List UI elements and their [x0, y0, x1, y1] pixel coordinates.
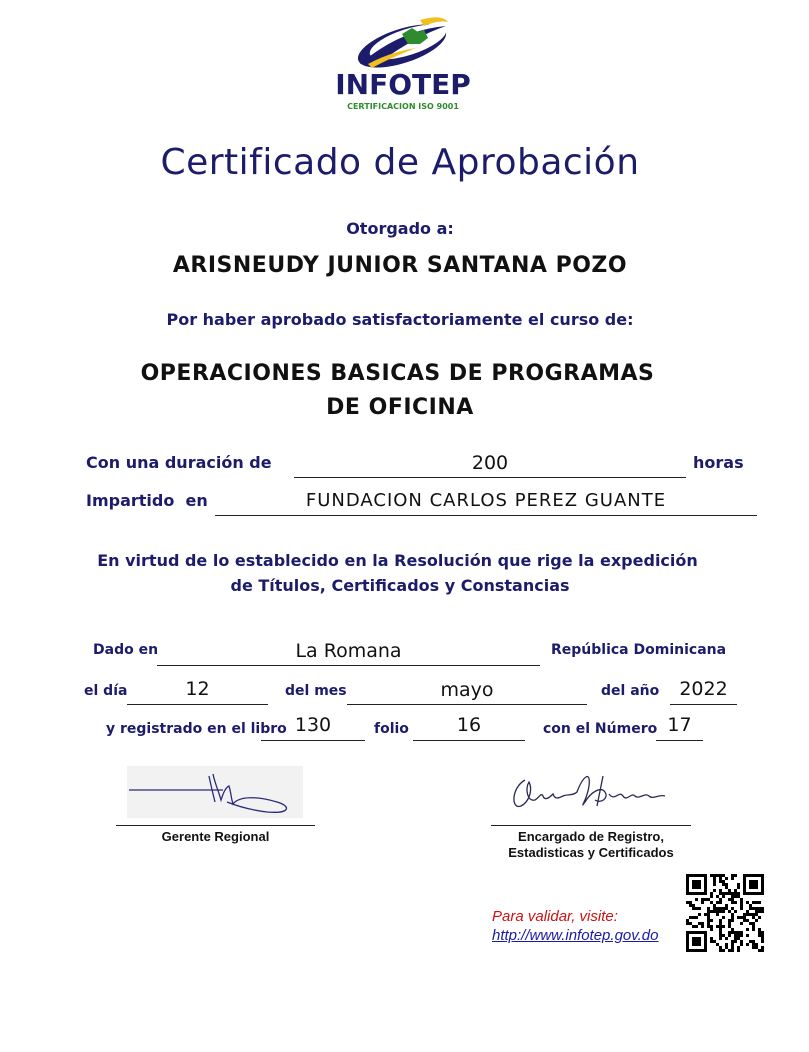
infotep-logo	[320, 12, 480, 117]
signature-right-icon	[505, 766, 680, 818]
number-line	[656, 740, 703, 741]
folio-value: 16	[456, 714, 482, 736]
year-line	[670, 704, 737, 705]
duration-label: Con una duración de	[86, 453, 272, 472]
certificate-title: Certificado de Aprobación	[160, 142, 640, 183]
duration-value: 200	[471, 452, 509, 474]
resolution-line2: de Títulos, Certificados y Constancias	[230, 576, 570, 595]
day-value: 12	[185, 678, 210, 700]
venue-value: FUNDACION CARLOS PEREZ GUANTE	[305, 490, 667, 511]
venue-label: Impartido en	[86, 491, 208, 510]
given-place-line	[157, 665, 540, 666]
number-value: 17	[667, 714, 692, 736]
month-value: mayo	[440, 679, 494, 701]
left-signature-line	[116, 825, 315, 826]
resolution-line1: En virtud de lo establecido en la Resolución que rige la expedición	[97, 551, 698, 570]
signature-left-icon	[127, 766, 303, 818]
course-intro: Por haber aprobado satisfactoriamente el curso de:	[166, 310, 634, 329]
month-line	[347, 704, 587, 705]
logo-name: INFOTEP	[335, 68, 471, 101]
awarded-label: Otorgado a:	[346, 219, 454, 238]
day-label: el día	[84, 683, 128, 699]
right-signature-caption-line2: Estadisticas y Certificados	[508, 845, 674, 860]
given-label: Dado en	[93, 642, 159, 658]
given-country: República Dominicana	[551, 642, 727, 658]
qr-code	[686, 874, 764, 952]
number-label: con el Número	[543, 721, 658, 737]
right-signature-line	[491, 825, 691, 826]
year-label: del año	[601, 683, 660, 699]
book-line	[261, 740, 365, 741]
month-label: del mes	[285, 683, 347, 699]
left-signature	[127, 766, 303, 818]
qr-code-icon	[686, 874, 764, 952]
validation-text: Para validar, visite:	[492, 908, 618, 925]
day-line	[127, 704, 268, 705]
validation-link[interactable]: http://www.infotep.gov.do	[492, 927, 659, 944]
course-name-line2: DE OFICINA	[326, 395, 474, 420]
left-signature-caption: Gerente Regional	[161, 829, 270, 844]
recipient-name: ARISNEUDY JUNIOR SANTANA POZO	[172, 253, 628, 278]
year-value: 2022	[679, 678, 728, 700]
folio-label: folio	[374, 721, 409, 737]
given-place: La Romana	[295, 640, 402, 662]
right-signature	[505, 766, 680, 818]
duration-unit: horas	[693, 453, 744, 472]
duration-line	[294, 477, 686, 478]
book-label: y registrado en el libro	[106, 721, 287, 737]
book-value: 130	[294, 714, 332, 736]
folio-line	[413, 740, 525, 741]
venue-line	[215, 515, 757, 516]
logo-subtitle: CERTIFICACION ISO 9001	[347, 102, 459, 111]
course-name-line1: OPERACIONES BASICAS DE PROGRAMAS	[140, 361, 655, 386]
right-signature-caption-line1: Encargado de Registro,	[518, 829, 664, 844]
